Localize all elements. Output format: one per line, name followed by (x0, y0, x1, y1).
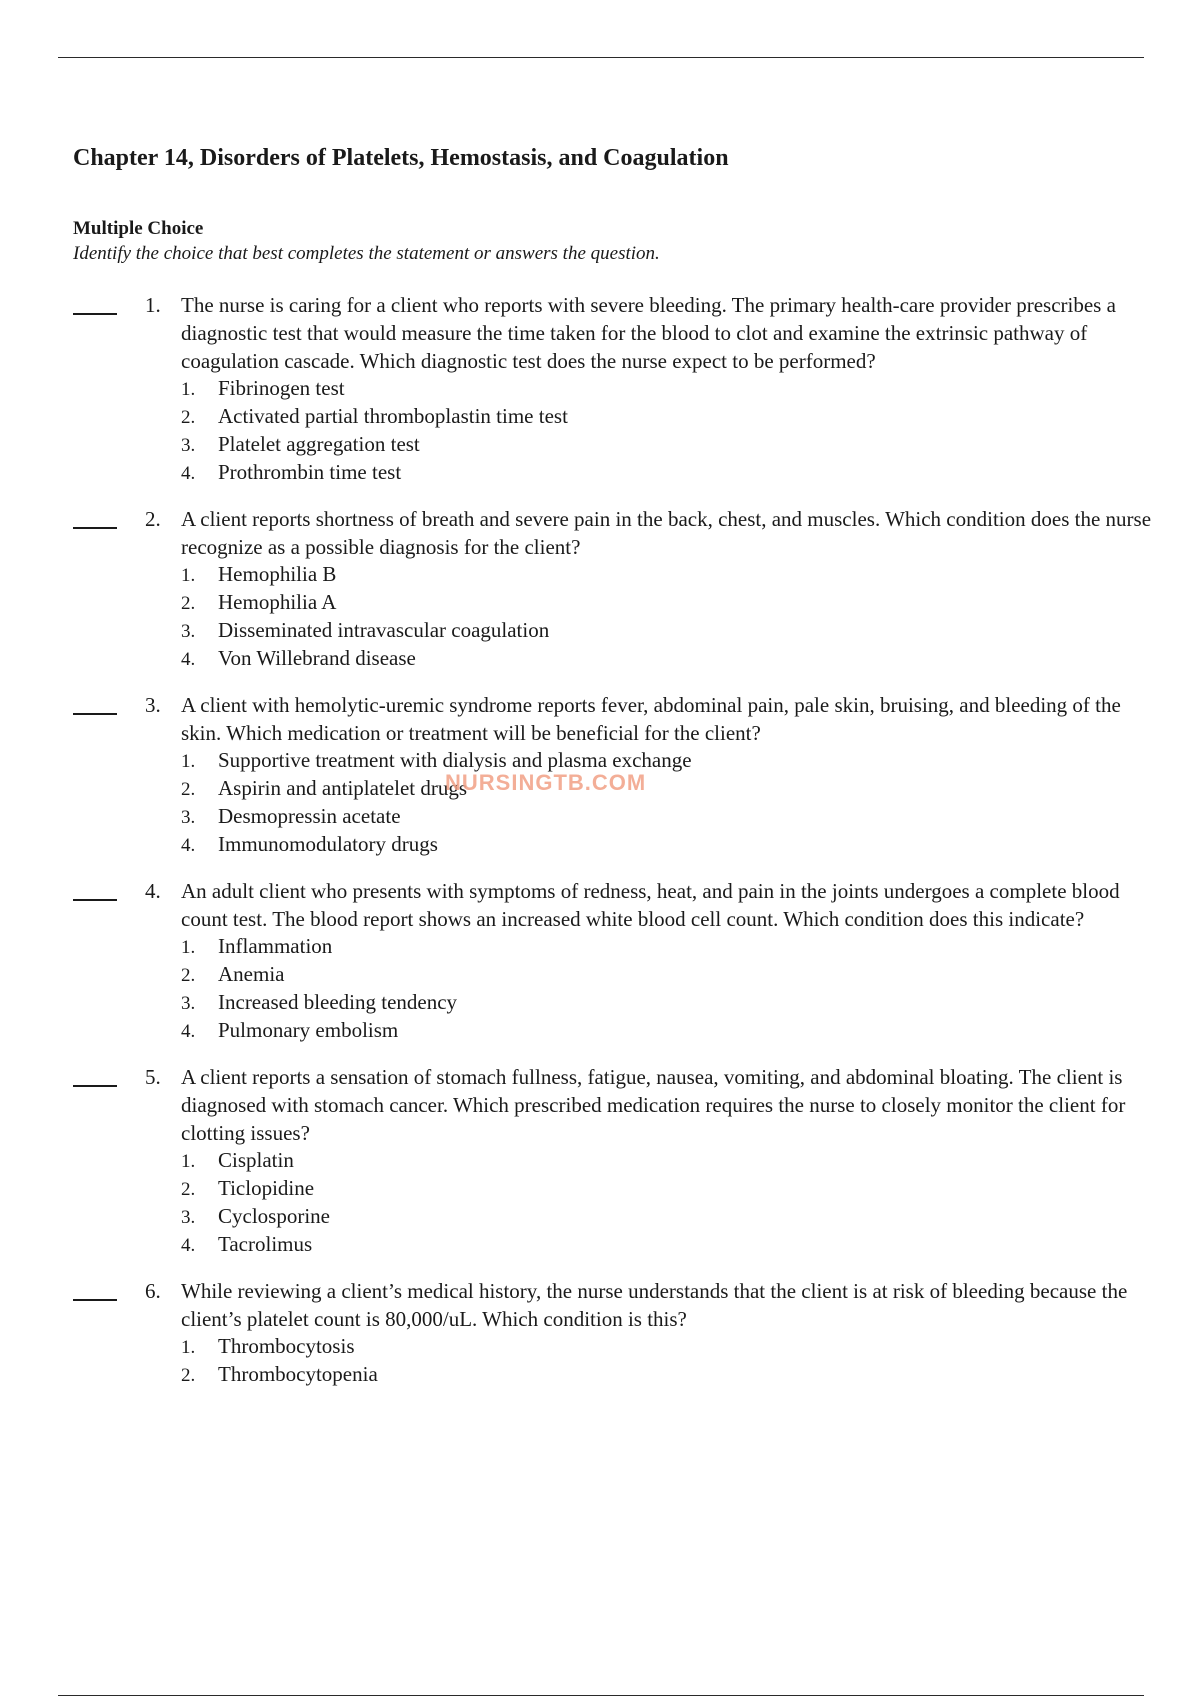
option-number: 2. (181, 407, 196, 428)
option-text: Inflammation (218, 934, 333, 958)
answer-option (181, 617, 1200, 645)
option-list (181, 747, 1200, 859)
option-number: 2. (181, 1179, 196, 1200)
answer-option (181, 747, 1200, 775)
option-text: Prothrombin time test (218, 460, 402, 484)
answer-option (181, 645, 1200, 673)
top-rule (58, 57, 1144, 58)
question-3 (0, 691, 1200, 859)
option-text: Ticlopidine (218, 1176, 315, 1200)
section-title: Multiple Choice (73, 218, 204, 239)
option-number: 1. (181, 751, 196, 772)
option-number: 1. (181, 937, 196, 958)
option-number: 4. (181, 835, 196, 856)
option-text: Cyclosporine (218, 1204, 330, 1228)
option-text: Hemophilia A (218, 590, 337, 614)
answer-blank[interactable] (73, 313, 117, 315)
question-text: A client reports shortness of breath and severe pain in the back, chest, and muscles. Which condition does the nurse recognize as a possible diagnosis for the client? (181, 507, 1152, 559)
question-number: 4. (145, 879, 161, 903)
question-text: While reviewing a client’s medical history, the nurse understands that the client is at risk of bleeding because the client’s platelet count is 80,000/uL. Which condition is this? (181, 1279, 1128, 1331)
option-list (181, 933, 1200, 1045)
question-text: The nurse is caring for a client who reports with severe bleeding. The primary health-care provider prescribes a diagnostic test that would measure the time taken for the blood to clot and examine the extrinsic pathway of coagulation cascade. Which diagnostic test does the nurse expect to be performed? (181, 293, 1116, 373)
option-text: Activated partial thromboplastin time test (218, 404, 568, 428)
option-list (181, 1333, 1200, 1389)
option-number: 2. (181, 779, 196, 800)
option-list (181, 561, 1200, 673)
option-text: Disseminated intravascular coagulation (218, 618, 550, 642)
option-number: 4. (181, 1235, 196, 1256)
question-text: A client with hemolytic-uremic syndrome reports fever, abdominal pain, pale skin, bruising, and bleeding of the skin. Which medication or treatment will be beneficial for the client? (181, 693, 1121, 745)
option-number: 1. (181, 1337, 196, 1358)
answer-blank[interactable] (73, 713, 117, 715)
answer-option (181, 1333, 1200, 1361)
option-number: 1. (181, 1151, 196, 1172)
question-5 (0, 1063, 1200, 1259)
answer-option (181, 1361, 1200, 1389)
question-text: An adult client who presents with symptoms of redness, heat, and pain in the joints undergoes a complete blood count test. The blood report shows an increased white blood cell count. Which condition does this indicate? (181, 879, 1120, 931)
option-text: Thrombocytopenia (218, 1362, 378, 1386)
answer-blank[interactable] (73, 1299, 117, 1301)
question-6 (0, 1277, 1200, 1389)
option-text: Tacrolimus (218, 1232, 313, 1256)
answer-option (181, 589, 1200, 617)
question-number: 3. (145, 693, 161, 717)
question-number: 1. (145, 293, 161, 317)
answer-option (181, 989, 1200, 1017)
option-number: 1. (181, 379, 196, 400)
answer-option (181, 1147, 1200, 1175)
question-number: 2. (145, 507, 161, 531)
option-text: Supportive treatment with dialysis and plasma exchange (218, 748, 692, 772)
question-4 (0, 877, 1200, 1045)
option-number: 4. (181, 463, 196, 484)
option-number: 3. (181, 807, 196, 828)
option-number: 4. (181, 649, 196, 670)
answer-blank[interactable] (73, 1085, 117, 1087)
option-number: 3. (181, 435, 196, 456)
question-2 (0, 505, 1200, 673)
bottom-rule (58, 1695, 1144, 1696)
option-number: 2. (181, 593, 196, 614)
answer-option (181, 775, 1200, 803)
answer-option (181, 961, 1200, 989)
option-text: Pulmonary embolism (218, 1018, 399, 1042)
answer-blank[interactable] (73, 527, 117, 529)
option-text: Von Willebrand disease (218, 646, 416, 670)
option-list (181, 1147, 1200, 1259)
option-text: Desmopressin acetate (218, 804, 401, 828)
answer-blank[interactable] (73, 899, 117, 901)
answer-option (181, 831, 1200, 859)
option-number: 4. (181, 1021, 196, 1042)
answer-option (181, 375, 1200, 403)
option-number: 3. (181, 1207, 196, 1228)
option-text: Increased bleeding tendency (218, 990, 458, 1014)
question-1 (0, 291, 1200, 487)
option-number: 2. (181, 965, 196, 986)
answer-option (181, 561, 1200, 589)
answer-option (181, 1175, 1200, 1203)
question-text: A client reports a sensation of stomach fullness, fatigue, nausea, vomiting, and abdominal bloating. The client is diagnosed with stomach cancer. Which prescribed medication requires the nurse to closely monitor the client for clotting issues? (181, 1065, 1126, 1145)
answer-option (181, 933, 1200, 961)
option-text: Anemia (218, 962, 285, 986)
watermark: NURSINGTB.COM (445, 770, 647, 795)
answer-option (181, 1231, 1200, 1259)
option-text: Aspirin and antiplatelet drugs (218, 776, 468, 800)
answer-option (181, 1203, 1200, 1231)
option-text: Platelet aggregation test (218, 432, 420, 456)
answer-option (181, 431, 1200, 459)
option-number: 3. (181, 993, 196, 1014)
answer-option (181, 1017, 1200, 1045)
answer-option (181, 803, 1200, 831)
option-text: Fibrinogen test (218, 376, 345, 400)
option-number: 1. (181, 565, 196, 586)
answer-option (181, 403, 1200, 431)
answer-option (181, 459, 1200, 487)
option-number: 2. (181, 1365, 196, 1386)
option-number: 3. (181, 621, 196, 642)
option-list (181, 375, 1200, 487)
option-text: Cisplatin (218, 1148, 294, 1172)
option-text: Thrombocytosis (218, 1334, 355, 1358)
question-number: 6. (145, 1279, 161, 1303)
option-text: Hemophilia B (218, 562, 337, 586)
chapter-title: Chapter 14, Disorders of Platelets, Hemostasis, and Coagulation (73, 145, 729, 171)
option-text: Immunomodulatory drugs (218, 832, 438, 856)
instructions: Identify the choice that best completes the statement or answers the question. (73, 243, 660, 264)
question-list (0, 291, 1200, 1407)
question-number: 5. (145, 1065, 161, 1089)
